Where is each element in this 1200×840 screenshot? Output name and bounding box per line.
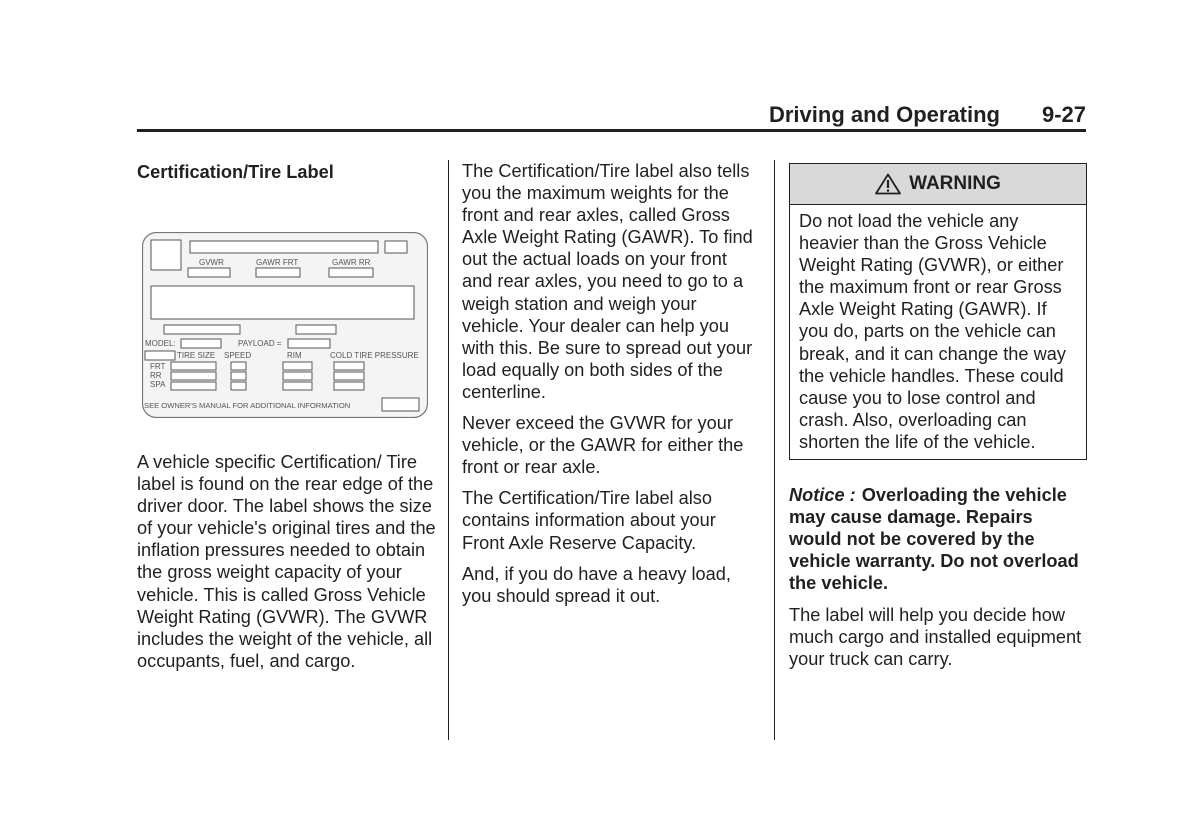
- warning-box: [789, 163, 1087, 460]
- column-3: [789, 160, 1087, 679]
- warning-triangle-icon: [875, 173, 901, 195]
- label-gawr-rr: GAWR RR: [332, 258, 371, 267]
- column-divider-1: [448, 160, 449, 740]
- label-frt: FRT: [150, 362, 166, 371]
- section-heading: Certification/Tire Label: [137, 162, 334, 182]
- warning-header: [790, 164, 1086, 205]
- label-model: MODEL:: [145, 339, 176, 348]
- page-number: 9-27: [1041, 102, 1086, 127]
- column-2: [462, 160, 762, 616]
- label-gvwr: GVWR: [199, 258, 224, 267]
- notice: [789, 484, 1087, 594]
- label-speed: SPEED: [224, 351, 252, 360]
- label-rr: RR: [150, 371, 162, 380]
- warning-body: Do not load the vehicle any heavier than the Gross Vehicle Weight Rating (GVWR), or either the maximum front or rear Gross Axle Weight Rating (GAWR). If you do, parts on the vehicle can break, and it can change the way the vehicle handles. These could cause you to lose control and crash. Also, overloading can shorten the life of the vehicle.: [799, 211, 1066, 452]
- label-gawr-frt: GAWR FRT: [256, 258, 299, 267]
- paragraph: The Certification/Tire label also tells you the maximum weights for the front and rear axles, called Gross Axle Weight Rating (GAWR). To find out the actual loads on your front and rear axles, you need to go to a weigh station and weigh your vehicle. Your dealer can help you with this. Be sure to spread out your load equally on both sides of the centerline.: [462, 161, 753, 402]
- label-spa: SPA: [150, 380, 166, 389]
- label-cold-tire-pressure: COLD TIRE PRESSURE: [330, 351, 419, 360]
- paragraph: A vehicle specific Certification/ Tire label is found on the rear edge of the driver door. The label shows the size of your vehicle's original tires and the inflation pressures needed to obtain the gross weight capacity of your vehicle. This is called Gross Vehicle Weight Rating (GVWR). The GVWR includes the weight of the vehicle, all occupants, fuel, and cargo.: [137, 452, 436, 671]
- warning-title: WARNING: [909, 172, 1001, 194]
- label-payload: PAYLOAD =: [238, 339, 282, 348]
- notice-text: Overloading the vehicle may cause damage. Repairs would not be covered by the vehicle warranty. Do not overload the vehicle.: [789, 485, 1079, 594]
- paragraph: Never exceed the GVWR for your vehicle, or the GAWR for either the front or rear axle.: [462, 413, 744, 478]
- paragraph: The Certification/Tire label also contains information about your Front Axle Reserve Capacity.: [462, 488, 716, 553]
- notice-label: Notice :: [789, 485, 856, 506]
- section-title: Driving and Operating: [768, 102, 1000, 127]
- label-rim: RIM: [287, 351, 302, 360]
- page-header: [137, 101, 1086, 132]
- tire-label-illustration: [142, 232, 428, 418]
- paragraph: The label will help you decide how much cargo and installed equipment your truck can carry.: [789, 604, 1082, 669]
- label-footer: SEE OWNER'S MANUAL FOR ADDITIONAL INFORMATION: [144, 401, 351, 410]
- column-divider-2: [774, 160, 775, 740]
- label-tire-size: TIRE SIZE: [177, 351, 216, 360]
- paragraph: And, if you do have a heavy load, you should spread it out.: [462, 563, 731, 606]
